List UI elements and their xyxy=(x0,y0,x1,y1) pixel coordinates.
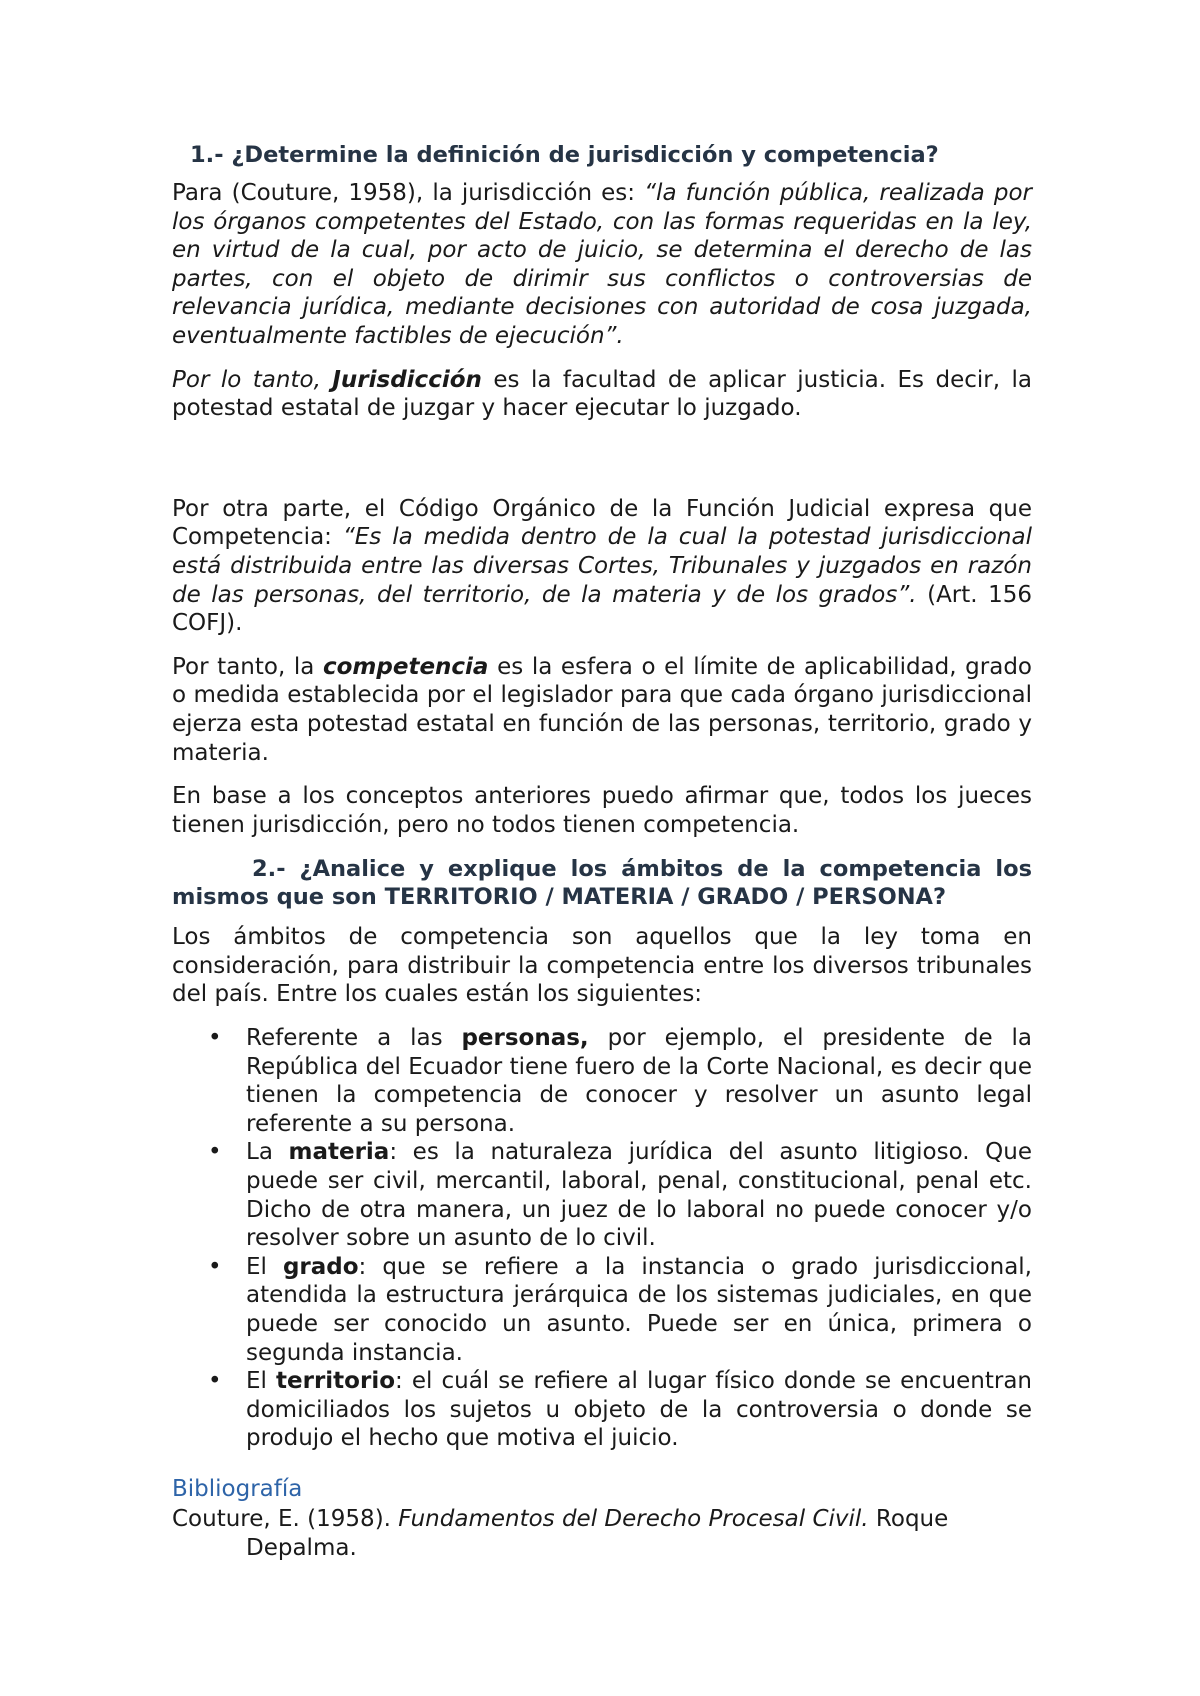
paragraph-competence-summary xyxy=(172,653,1032,767)
question-1-heading: 1.- ¿Determine la definición de jurisdicción y competencia? xyxy=(190,142,939,168)
term-grado: grado xyxy=(282,1253,359,1280)
paragraph-competence-scopes-intro: Los ámbitos de competencia son aquellos que la ley toma en consideración, para distribuir la competencia entre los diversos tribunales del país. Entre los cuales están los siguientes: xyxy=(172,924,1032,1008)
bibliography-author: Couture, E. (1958). xyxy=(172,1505,399,1532)
couture-quote: “la función pública, realizada por los órganos competentes del Estado, con las formas requeridas en la ley, en virtud de la cual, por acto de juicio, se determina el derecho de las partes, con el objeto de dirimir sus conflictos o controversias de relevancia jurídica, mediante decisiones con autoridad de cosa juzgada, eventualmente factibles de ejecución”. xyxy=(172,180,1032,349)
paragraph-text: Por tanto, la xyxy=(172,653,323,680)
bullet-icon: • xyxy=(208,1253,222,1280)
paragraph-text: Por otra parte, el Código Orgánico de la Función Judicial expresa que Competencia: xyxy=(172,495,1032,551)
bibliography-publisher: Roque Depalma. xyxy=(246,1505,949,1561)
bibliography-book-title: Fundamentos del Derecho Procesal Civil. xyxy=(398,1505,869,1532)
spacer xyxy=(172,438,1032,495)
list-item-territorio xyxy=(172,1367,1032,1453)
question-2-heading: 2.- ¿Analice y explique los ámbitos de la competencia los mismos que son TERRITORIO / MATERIA / GRADO / PERSONA? xyxy=(172,856,1032,911)
list-item-text: : el cuál se refiere al lugar físico donde se encuentran domiciliados los sujetos u objeto de la controversia o donde se produjo el hecho que motiva el juicio. xyxy=(246,1368,1032,1452)
list-item-text: : que se refiere a la instancia o grado jurisdiccional, atendida la estructura jerárquica de los sistemas judiciales, en que puede ser conocido un asunto. Puede ser en única, primera o segunda instancia. xyxy=(246,1253,1032,1366)
bullet-icon: • xyxy=(208,1368,222,1395)
list-item-text: La xyxy=(246,1139,289,1166)
competence-scopes-list xyxy=(172,1024,1032,1453)
paragraph-text: es la esfera o el límite de aplicabilidad, grado o medida establecida por el legislador para que cada órgano jurisdiccional ejerza esta potestad estatal en función de las personas, territorio, grado y materia. xyxy=(172,653,1032,766)
list-item-grado xyxy=(172,1253,1032,1367)
bibliography-entry xyxy=(172,1505,1032,1562)
bullet-icon: • xyxy=(208,1139,222,1166)
paragraph-text: es la facultad de aplicar justicia. Es decir, la potestad estatal de juzgar y hacer ejecutar lo juzgado. xyxy=(172,366,1032,422)
term-materia: materia xyxy=(288,1139,390,1166)
term-territorio: territorio xyxy=(276,1368,396,1395)
list-item-text: por ejemplo, el presidente de la República del Ecuador tiene fuero de la Corte Nacional, es decir que tienen la competencia de conocer y resolver un asunto legal referente a su persona. xyxy=(246,1025,1032,1137)
paragraph-jurisdiction-summary xyxy=(172,366,1032,423)
list-item-text: El xyxy=(246,1368,277,1395)
paragraph-competence-definition xyxy=(172,495,1032,638)
list-item-personas xyxy=(172,1024,1032,1138)
document-page xyxy=(172,141,1032,1562)
term-personas: personas, xyxy=(461,1025,589,1052)
paragraph-jurisdiction-definition xyxy=(172,179,1032,351)
list-item-text: : es la naturaleza jurídica del asunto litigioso. Que puede ser civil, mercantil, laboral, penal, constitucional, penal etc. Dicho de otra manera, un juez de lo laboral no puede conocer y/o resolver sobre un asunto de lo civil. xyxy=(246,1139,1032,1252)
term-competencia: competencia xyxy=(322,653,489,680)
bullet-icon: • xyxy=(208,1025,222,1052)
term-jurisdiccion: Jurisdicción xyxy=(332,366,482,393)
list-item-materia xyxy=(172,1138,1032,1252)
paragraph-conclusion: En base a los conceptos anteriores puedo afirmar que, todos los jueces tienen jurisdicción, pero no todos tienen competencia. xyxy=(172,783,1032,838)
cofj-quote: “Es la medida dentro de la cual la potestad jurisdiccional está distribuida entre las diversas Cortes, Tribunales y juzgados en razón de las personas, del territorio, de la materia y de los grados”. xyxy=(172,524,1032,608)
list-item-text: Referente a las xyxy=(246,1025,462,1052)
cofj-citation: (Art. 156 COFJ). xyxy=(172,581,1032,637)
bibliography-title: Bibliografía xyxy=(172,1475,303,1502)
paragraph-text: Para (Couture, 1958), la jurisdicción es: xyxy=(172,180,645,206)
paragraph-text: Por lo tanto, xyxy=(172,366,333,393)
list-item-text: El xyxy=(246,1253,283,1280)
